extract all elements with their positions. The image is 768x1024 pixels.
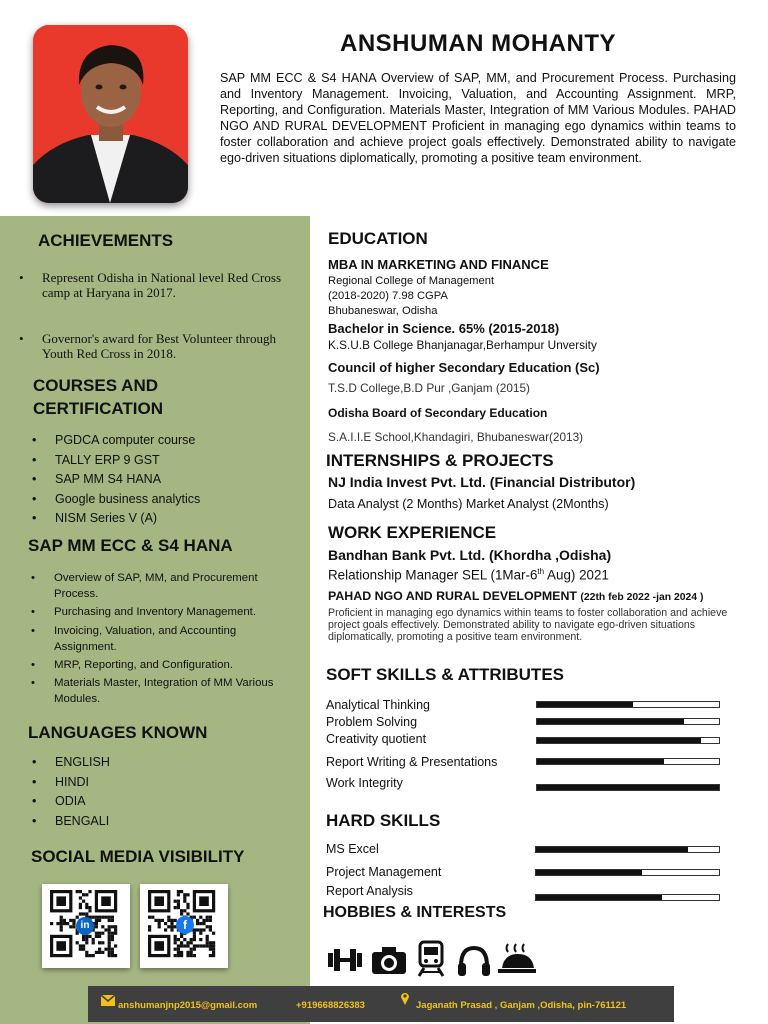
chse-title: Council of higher Secondary Education (Sc) (328, 360, 600, 375)
courses-heading-line1: COURSES AND (33, 376, 158, 395)
skill-level-bar (535, 894, 720, 901)
skill-level-fill (536, 870, 642, 875)
achievements-heading: ACHIEVEMENTS (38, 231, 174, 250)
bsc-title: Bachelor in Science. 65% (2015-2018) (328, 321, 560, 336)
skill-level-fill (536, 895, 662, 900)
facebook-icon: f (176, 916, 194, 934)
bse-title: Odisha Board of Secondary Education (328, 406, 548, 420)
list-item: • HINDI (0, 773, 110, 793)
work-role-sup: th (537, 567, 545, 576)
internship-roles: Data Analyst (2 Months) Market Analyst (2Months) (328, 497, 609, 511)
ngo-dates: (22th feb 2022 -jan 2024 ) (580, 592, 704, 603)
skill-level-bar (536, 718, 720, 725)
languages-list (0, 753, 110, 831)
skill-level-fill (537, 719, 684, 724)
skill-level-bar (536, 737, 720, 744)
candidate-name: ANSHUMAN MOHANTY (340, 30, 616, 57)
mba-place: Bhubaneswar, Odisha (328, 305, 438, 317)
phone-number[interactable]: +919668826383 (296, 1000, 365, 1011)
list-item: • Invoicing, Valuation, and Accounting Assignment. (0, 623, 294, 655)
skill-level-fill (537, 738, 701, 743)
contact-footer (88, 986, 674, 1022)
courses-heading-line2: CERTIFICATION (33, 399, 164, 418)
skill-label: Report Writing & Presentations (326, 755, 498, 769)
skill-label: Problem Solving (326, 715, 418, 729)
mba-college: Regional College of Management (328, 275, 495, 287)
bse-school: S.A.I.I.E School,Khandagiri, Bhubaneswar(2013) (328, 430, 584, 444)
list-item: • TALLY ERP 9 GST (0, 451, 200, 471)
list-item: • Google business analytics (0, 490, 200, 510)
list-item: • NISM Series V (A) (0, 509, 200, 529)
list-item: • Materials Master, Integration of MM Various Modules. (0, 675, 294, 707)
skill-label: Report Analysis (326, 884, 413, 898)
education-heading: EDUCATION (328, 229, 428, 248)
skill-label: MS Excel (326, 842, 379, 856)
list-item: • SAP MM S4 HANA (0, 470, 200, 490)
social-heading: SOCIAL MEDIA VISIBILITY (31, 847, 245, 866)
skill-level-fill (537, 785, 719, 790)
achievements-list (0, 270, 287, 361)
linkedin-icon: in (76, 917, 94, 935)
skill-label: Project Management (326, 865, 442, 879)
list-item: • Purchasing and Inventory Management. (0, 604, 294, 620)
mba-years: (2018-2020) 7.98 CGPA (328, 290, 448, 302)
skill-level-fill (537, 702, 633, 707)
skill-level-bar (536, 758, 720, 765)
email-link[interactable]: anshumanjnp2015@gmail.com (118, 1000, 258, 1011)
skill-label: Analytical Thinking (326, 698, 430, 712)
email-icon (100, 994, 116, 1007)
list-item: • MRP, Reporting, and Configuration. (0, 657, 294, 673)
ngo-title (328, 589, 703, 603)
bsc-college: K.S.U.B College Bhanjanagar,Berhampur Unversity (328, 338, 597, 352)
profile-summary: SAP MM ECC & S4 HANA Overview of SAP, MM, and Procurement Process. Purchasing and Inventory Management. Invoicing, Valuation, and Accounting Assignment. MRP, Reporting, and Configuration. Materials Master, Integration of MM Various Modules. PAHAD NGO AND RURAL DEVELOPMENT Proficient in managing ego dynamics within teams to foster collaboration and achieve project goals effectively. Demonstrated ability to navigate ego-driven situations diplomatically, promoting a positive team environment. (220, 71, 736, 165)
dumbbell-icon (326, 944, 364, 976)
ngo-name: PAHAD NGO AND RURAL DEVELOPMENT (328, 589, 577, 603)
skill-level-bar (535, 869, 720, 876)
ngo-description: Proficient in managing ego dynamics within teams to foster collaboration and achieve project goals effectively. Demonstrated ability to navigate ego-driven situations diplomatically, promoting a positive team environment. (328, 607, 728, 643)
list-item: • Governor's award for Best Volunteer through Youth Red Cross in 2018. (0, 331, 287, 361)
address: Jaganath Prasad , Ganjam ,Odisha, pin-761121 (416, 1000, 627, 1011)
list-item: • ODIA (0, 792, 110, 812)
list-item: • ENGLISH (0, 753, 110, 773)
portrait-illustration (33, 25, 188, 203)
internships-heading: INTERNSHIPS & PROJECTS (326, 451, 554, 470)
location-pin-icon (400, 991, 410, 1005)
hard-skills-heading: HARD SKILLS (326, 811, 441, 830)
skill-level-fill (536, 847, 688, 852)
work-role-text: Relationship Manager SEL (1Mar-6 (328, 567, 538, 583)
mba-title: MBA IN MARKETING AND FINANCE (328, 257, 549, 272)
skill-label: Creativity quotient (326, 732, 427, 746)
hobbies-heading: HOBBIES & INTERESTS (323, 904, 507, 921)
sap-heading: SAP MM ECC & S4 HANA (28, 536, 233, 555)
courses-list (0, 431, 200, 529)
headphones-icon (456, 944, 492, 978)
train-icon (416, 940, 446, 978)
skill-level-bar (536, 784, 720, 791)
work-heading: WORK EXPERIENCE (328, 523, 497, 542)
work-company: Bandhan Bank Pvt. Ltd. (Khordha ,Odisha) (328, 547, 612, 563)
languages-heading: LANGUAGES KNOWN (28, 723, 208, 742)
internship-company: NJ India Invest Pvt. Ltd. (Financial Distributor) (328, 474, 636, 490)
list-item: • PGDCA computer course (0, 431, 200, 451)
list-item: • Represent Odisha in National level Red Cross camp at Haryana in 2017. (0, 270, 287, 300)
chse-college: T.S.D College,B.D Pur ,Ganjam (2015) (328, 381, 530, 395)
cooking-icon (496, 942, 538, 978)
skill-level-bar (535, 846, 720, 853)
soft-skills-heading: SOFT SKILLS & ATTRIBUTES (326, 665, 564, 684)
camera-icon (370, 944, 408, 976)
skill-label: Work Integrity (326, 776, 403, 790)
profile-photo (33, 25, 188, 203)
skill-level-bar (536, 701, 720, 708)
work-role-suffix: Aug) 2021 (544, 567, 609, 583)
list-item: • BENGALI (0, 812, 110, 832)
list-item: • Overview of SAP, MM, and Procurement Process. (0, 570, 294, 602)
skill-level-fill (537, 759, 664, 764)
facebook-qr-code[interactable] (140, 884, 228, 968)
sap-list (0, 570, 294, 710)
work-role (328, 567, 609, 582)
linkedin-qr-code[interactable] (42, 884, 130, 968)
